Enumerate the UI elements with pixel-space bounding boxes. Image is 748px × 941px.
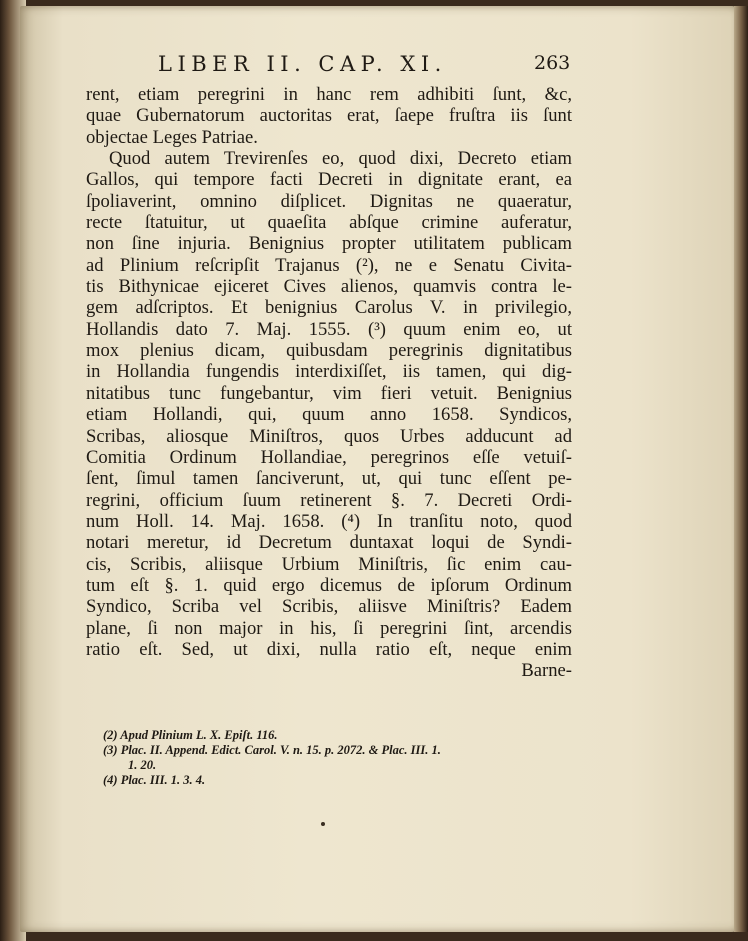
text-line: recte ſtatuitur, ut quaeſita abſque crimine auferatur,: [86, 212, 572, 234]
text-line: Gallos, qui tempore facti Decreti in dignitate erant, ea: [86, 169, 572, 191]
text-line: tis Bithynicae ejiceret Cives alienos, quamvis contra le-: [86, 276, 572, 298]
page-number: 263: [534, 52, 571, 74]
text-line: num Holl. 14. Maj. 1658. (⁴) In tranſitu noto, quod: [86, 510, 572, 532]
text-line: cis, Scribis, aliisque Urbium Miniſtris, ſic enim cau-: [86, 553, 572, 575]
text-line: ſpoliaverint, omnino diſplicet. Dignitas ne quaeratur,: [86, 190, 572, 212]
book-edge-shadow: [734, 6, 748, 932]
text-line: in Hollandia fungendis interdixiſſet, iis tamen, qui dig-: [86, 361, 572, 383]
text-line: etiam Hollandi, qui, quum anno 1658. Syndicos,: [86, 404, 572, 426]
text-line: notari meretur, id Decretum duntaxat loqui de Syndi-: [86, 532, 572, 554]
text-line: rent, etiam peregrini in hanc rem adhibiti ſunt, &c,: [86, 84, 572, 105]
text-line: objectae Leges Patriae.: [86, 126, 258, 148]
footnote-3-continuation: 1. 20.: [128, 758, 157, 772]
catchword: Barne-: [521, 660, 572, 682]
text-line: ſent, ſimul tamen ſanciverunt, ut, qui tunc eſſent pe-: [86, 468, 572, 490]
text-line: plane, ſi non major in his, ſi peregrini ſint, arcendis: [86, 617, 572, 639]
text-line: Syndico, Scriba vel Scribis, aliisve Miniſtris? Eadem: [86, 596, 572, 618]
text-line: ratio eſt. Sed, ut dixi, nulla ratio eſt, neque enim: [86, 638, 572, 660]
text-line: Comitia Ordinum Hollandiae, peregrinos eſſe vetuiſ-: [86, 446, 572, 468]
text-line: ad Plinium reſcripſit Trajanus (²), ne e Senatu Civita-: [86, 254, 572, 276]
text-line: tum eſt §. 1. quid ergo dicemus de ipſorum Ordinum: [86, 574, 572, 596]
footnote-2: (2) Apud Plinium L. X. Epiſt. 116.: [103, 728, 278, 742]
text-line: regrini, officium ſuum retinerent §. 7. Decreti Ordi-: [86, 489, 572, 511]
text-line: quae Gubernatorum auctoritas erat, ſaepe fruſtra iis ſunt: [86, 105, 572, 127]
text-line: non ſine injuria. Benignius propter utilitatem publicam: [86, 233, 572, 255]
text-line: mox plenius dicam, quibusdam peregrinis dignitatibus: [86, 340, 572, 362]
paragraph-start-line: Quod autem Trevirenſes eo, quod dixi, Decreto etiam: [109, 148, 572, 170]
footnote-4: (4) Plac. III. 1. 3. 4.: [103, 773, 206, 787]
ink-speck: [321, 822, 325, 826]
footnotes: [103, 728, 573, 788]
running-head: [0, 52, 748, 80]
text-line: gem adſcriptos. Et benignius Carolus V. in privilegio,: [86, 297, 572, 319]
text-line: Hollandis dato 7. Maj. 1555. (³) quum enim eo, ut: [86, 318, 572, 340]
footnote-3: (3) Plac. II. Append. Edict. Carol. V. n. 15. p. 2072. & Plac. III. 1.: [103, 743, 441, 757]
text-line: nitatibus tunc fungebantur, vim fieri vetuit. Benignius: [86, 382, 572, 404]
text-line: Scribas, aliosque Miniſtros, quos Urbes adducunt ad: [86, 425, 572, 447]
running-title: LIBER II. CAP. XI.: [158, 52, 447, 76]
body-text: [86, 84, 572, 682]
